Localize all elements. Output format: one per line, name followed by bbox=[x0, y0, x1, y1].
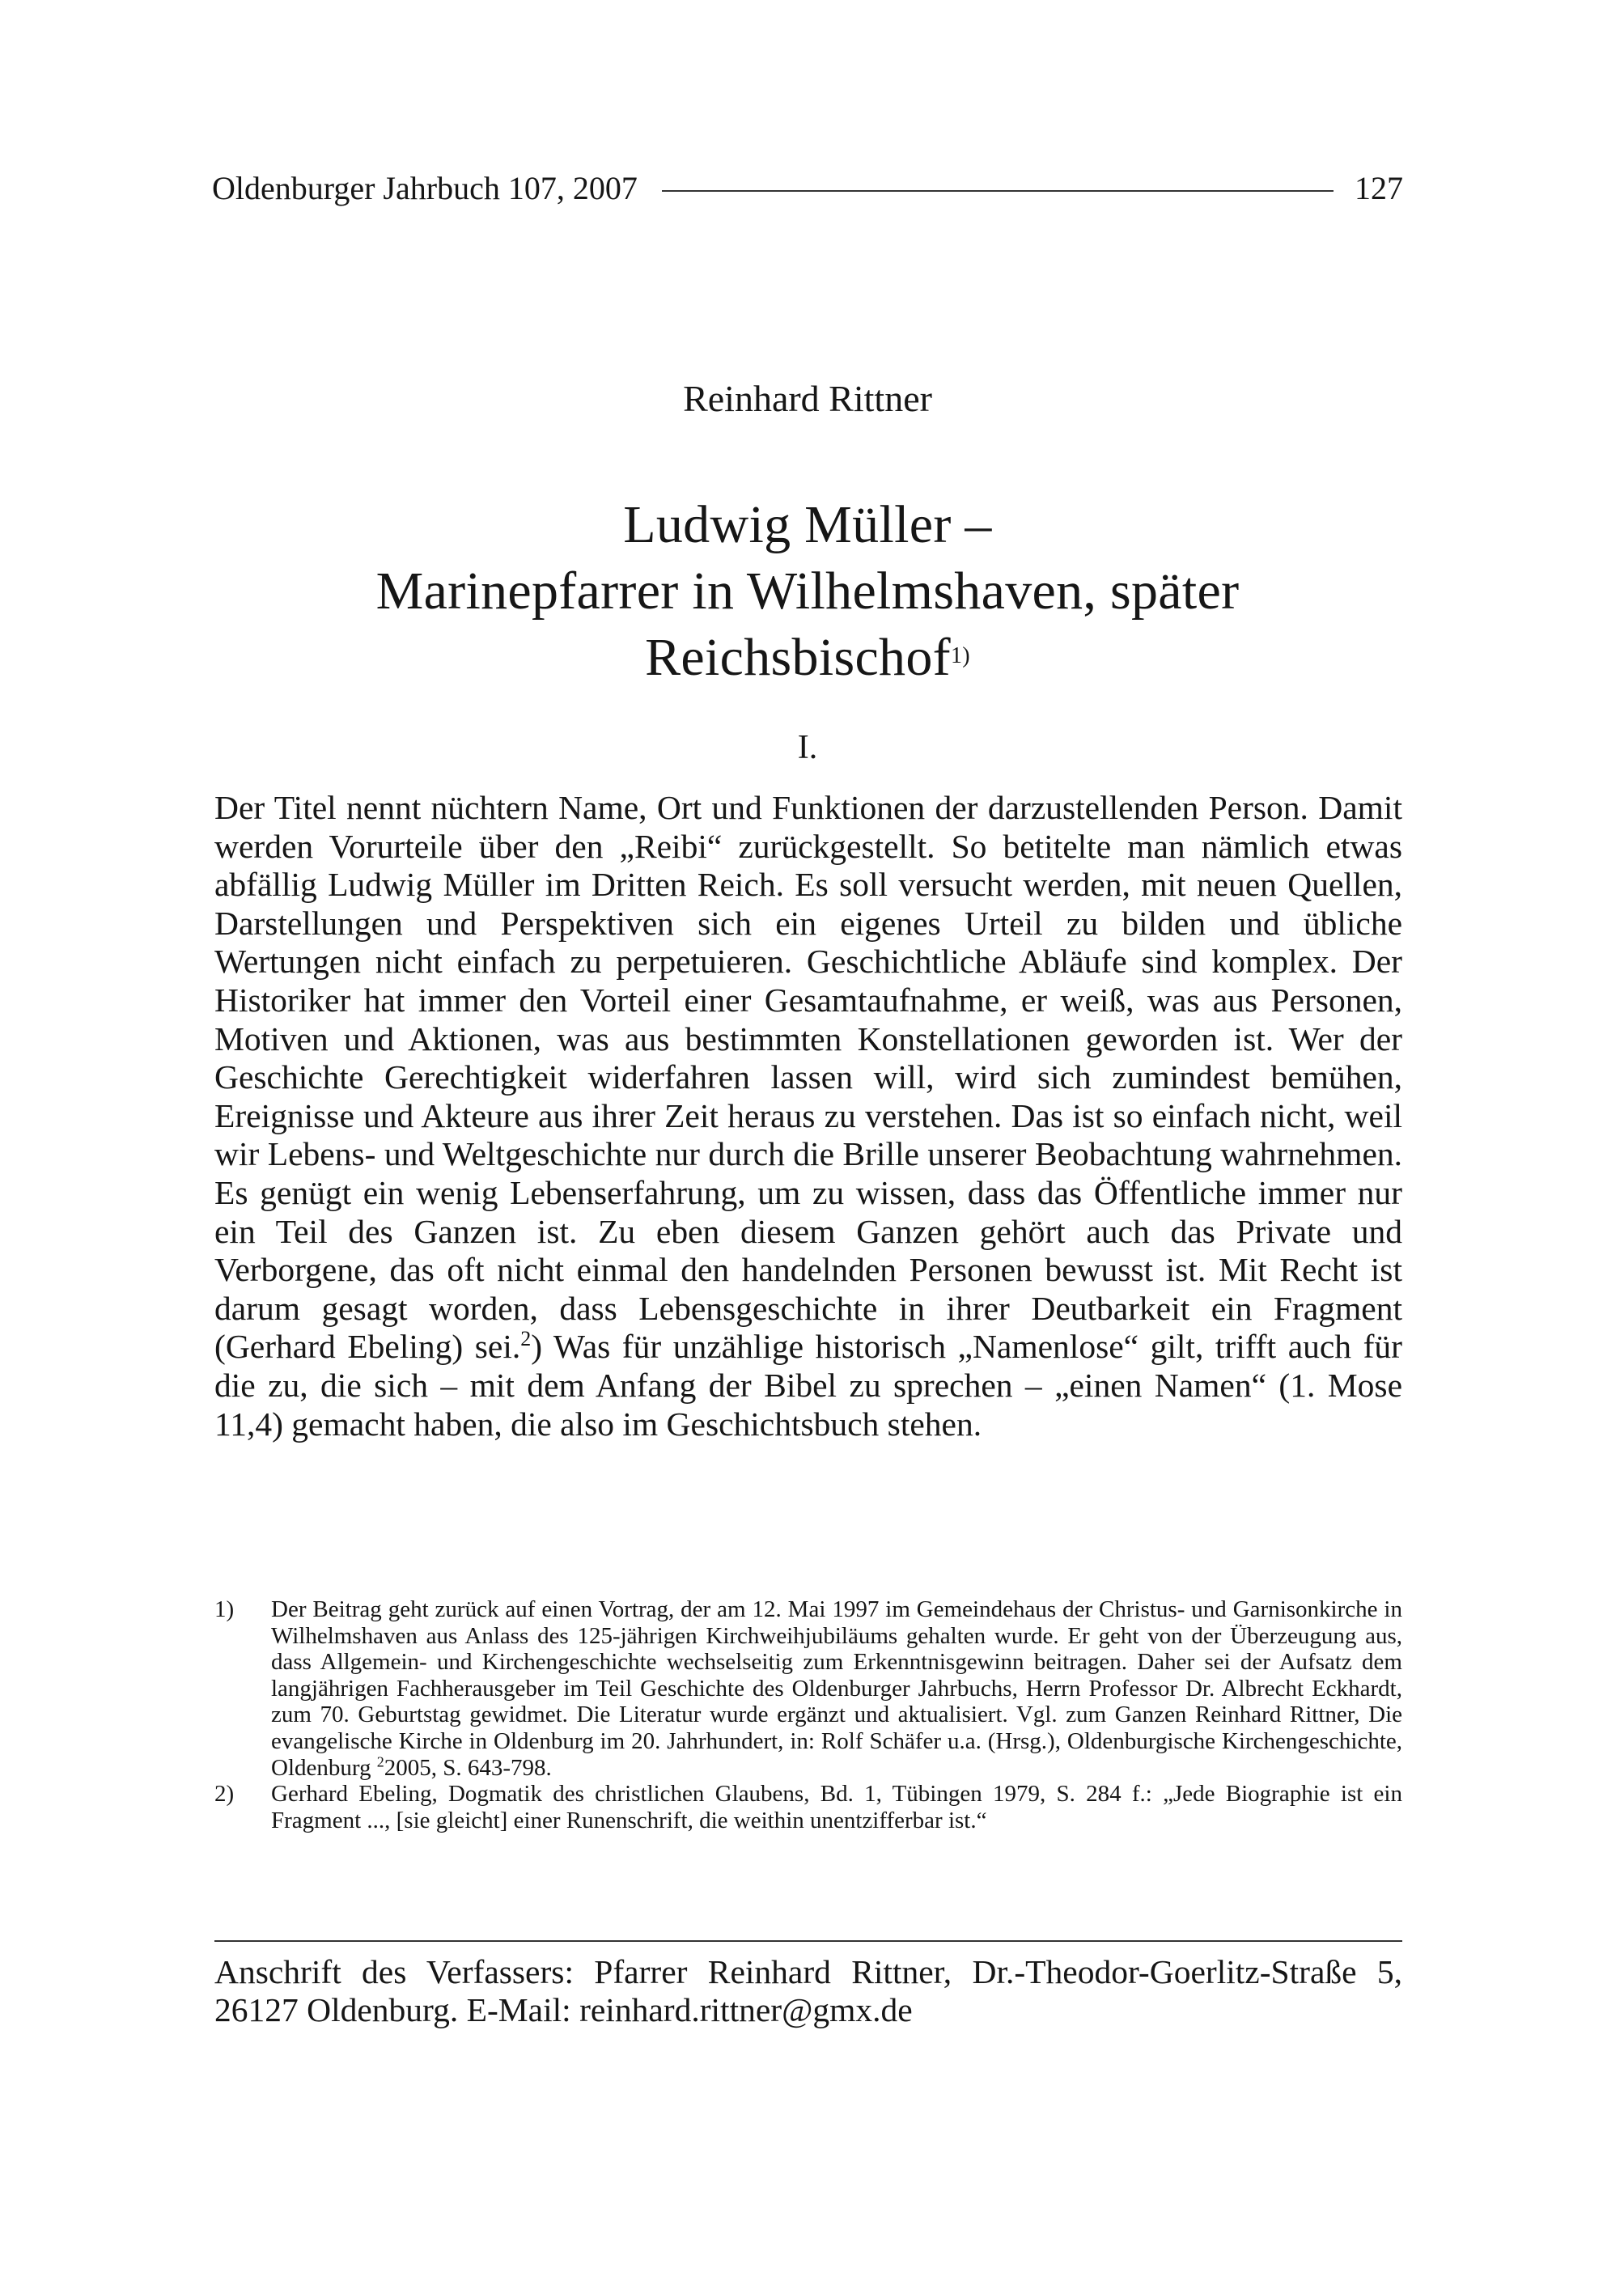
footnotes bbox=[214, 1596, 1402, 1833]
body-paragraph bbox=[214, 789, 1402, 1443]
title-footnote-marker: 1) bbox=[950, 643, 970, 668]
footnote-number: 1) bbox=[214, 1596, 235, 1622]
address-divider bbox=[214, 1940, 1402, 1942]
article-title bbox=[212, 492, 1403, 691]
journal-title: Oldenburger Jahrbuch 107, 2007 bbox=[212, 169, 638, 206]
footnote-number: 2) bbox=[214, 1781, 235, 1808]
footnote-1 bbox=[214, 1596, 1402, 1781]
running-head-rule bbox=[662, 190, 1334, 192]
running-head bbox=[212, 165, 1403, 210]
body-paragraph-part1: Der Titel nennt nüchtern Name, Ort und Funktionen der darzustellenden Person. Damit werden Vorurteile über den „Reibi“ zurückgestellt. So betitelte man nämlich etwas abfällig Ludwig Müller im Dritten Reich. Es soll versucht werden, mit neuen Quellen, Darstellungen und Perspektiven sich ein eigenes Urteil zu bilden und übliche Wertungen nicht einfach zu perpetuieren. Geschichtliche Abläufe sind komplex. Der Historiker hat immer den Vorteil einer Gesamtaufnahme, er weiß, was aus Personen, Motiven und Aktionen, was aus bestimmten Konstellationen geworden ist. Wer der Geschichte Gerechtigkeit widerfahren lassen will, wird sich zumindest bemühen, Ereignisse und Akteure aus ihrer Zeit heraus zu verstehen. Das ist so einfach nicht, weil wir Lebens- und Weltgeschichte nur durch die Brille unserer Beobachtung wahrnehmen. Es genügt ein wenig Lebenserfahrung, um zu wissen, dass das Öffentliche immer nur ein Teil des Ganzen ist. Zu eben diesem Ganzen gehört auch das Private und Verborgene, das oft nicht einmal den handelnden Personen bewusst ist. Mit Recht ist darum gesagt worden, dass Lebensgeschichte in ihrer Deutbarkeit ein Fragment (Gerhard Ebeling) sei. bbox=[214, 789, 1402, 1366]
footnote-text-part2: 2005, S. 643-798. bbox=[384, 1754, 552, 1781]
page-number: 127 bbox=[1355, 169, 1403, 206]
footnote-text: Gerhard Ebeling, Dogmatik des christlichen Glaubens, Bd. 1, Tübingen 1979, S. 284 f.: „Jede Biographie ist ein Fragment ..., [sie gleicht] einer Runenschrift, die weithin unentzifferbar ist.“ bbox=[271, 1781, 1402, 1833]
footnote-text bbox=[271, 1596, 1402, 1781]
section-number: I. bbox=[797, 729, 818, 766]
article-author: Reinhard Rittner bbox=[683, 378, 932, 419]
footnote-text-part1: Der Beitrag geht zurück auf einen Vortrag, der am 12. Mai 1997 im Gemeindehaus der Christus- und Garnisonkirche in Wilhelmshaven aus Anlass des 125-jährigen Kirchweihjubiläums gehalten wurde. Er geht von der Überzeugung aus, dass Allgemein- und Kirchengeschichte wechselseitig zum Erkenntnisgewinn beitragen. Daher sei der Aufsatz dem langjährigen Fachherausgeber im Teil Geschichte des Oldenburger Jahrbuchs, Herrn Professor Dr. Albrecht Eckhardt, zum 70. Geburtstag gewidmet. Die Literatur wurde ergänzt und aktualisiert. Vgl. zum Ganzen Reinhard Rittner, Die evangelische Kirche in Oldenburg im 20. Jahrhundert, in: Rolf Schäfer u.a. (Hrsg.), Oldenburgische Kirchengeschichte, Oldenburg bbox=[271, 1596, 1402, 1781]
footnote-2 bbox=[214, 1781, 1402, 1833]
body-footnote-marker: 2 bbox=[520, 1327, 532, 1351]
body-paragraph-part2: ) Was für unzählige historisch „Namenlose“ gilt, trifft auch für die zu, die sich – mit dem Anfang der Bibel zu sprechen – „einen Namen“ (1. Mose 11,4) gemacht haben, die also im Geschichtsbuch stehen. bbox=[214, 1328, 1402, 1443]
edition-superscript: 2 bbox=[376, 1753, 384, 1770]
article-title-line1: Ludwig Müller – bbox=[623, 495, 992, 554]
article-title-line2: Marinepfarrer in Wilhelmshaven, später Reichsbischof bbox=[375, 562, 1240, 687]
author-address: Anschrift des Verfassers: Pfarrer Reinhard Rittner, Dr.-Theodor-Goerlitz-Straße 5, 26127 Oldenburg. E-Mail: reinhard.rittner@gmx.de bbox=[214, 1953, 1402, 2028]
